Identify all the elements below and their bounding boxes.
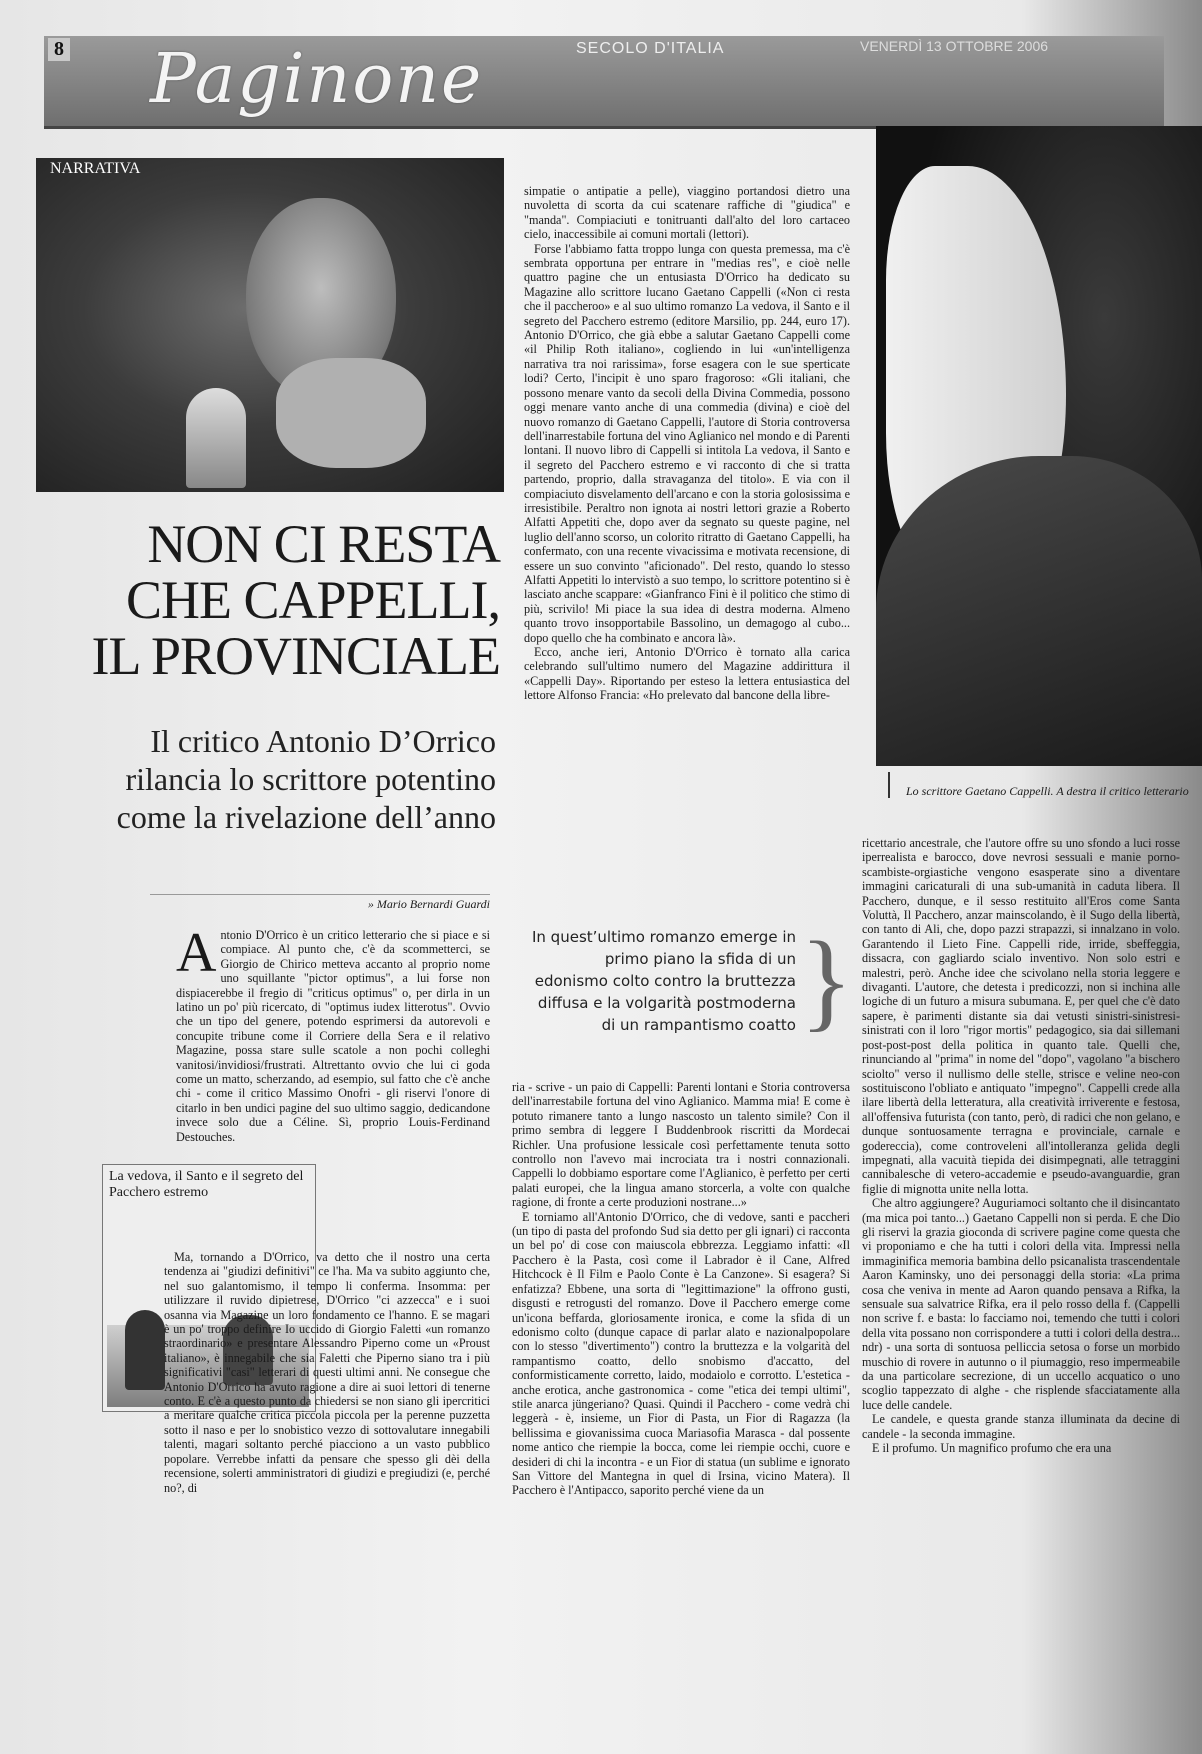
paragraph: simpatie o antipatie a pelle), viaggino portandosi dietro una nuvoletta di scorta da cui scatenare raffiche di "giudica" e "manda". Compiaciuti e tonitruanti dall'alto del loro cartaceo cielo, inaccessibile ai comuni mortali (lettori). [524,184,850,242]
paragraph: Ecco, anche ieri, Antonio D'Orrico è tornato alla carica celebrando sull'ultimo numero del Magazine addirittura il «Cappelli Day». Riportando per esteso la lettera entusiastica del lettore Alfonso Francia: «Ho prelevato dal bancone della libre- [524,645,850,703]
deck-line-1: Il critico Antonio D’Orrico [150,723,496,759]
paragraph: Che altro aggiungere? Auguriamoci soltanto che il disincantato (ma mica poi tanto...) Gaetano Cappelli non si perda. E che Dio gli riservi la grazia gioconda di scrivere pagine come questa che vi proponiamo e che ha tutti i colori della vita. Impressi nella immaginifica memoria bambina dello psicanalista trascendentale Aaron Kaminsky, uno dei personaggi della storia: «La prima cosa che veniva in mente ad Aaron quando pensava a Rifka, la sensuale sua salvatrice Rifka, era il pelo rosso della f. (Cappelli non scrive f. e basta: lo facciamo noi, temendo che tutti i colori della vita possano non corrispondere a tutti i colori della destra... ndr) - una sorta di sontuosa pelliccia setosa o forse un morbido muschio di rovere in autunno o il piumaggio, reso impermeabile da una particolare secrezione, di un uccello acquatico o uno scoglio tappezzato di alghe - che risplende sfacciatamente alla luce delle candele. [862,1196,1180,1412]
column-2-bottom [512,1080,850,1498]
header-rule [44,126,884,129]
paragraph: Ma, tornando a D'Orrico, va detto che il nostro una certa tendenza ai "giudizi definitivi" ce l'ha. Ma va subito aggiunto che, nel suo galantomismo, il tempo li conferma. Insomma: per utilizzare il ruvido dipietrese, D'Orrico "ci azzecca" e i suoi osanna via Magazine un loro fondamento ce l'hanno. E se magari è un po' troppo definire Io uccido di Giorgio Faletti «un romanzo straordinario» e presentare Alessandro Piperno come un «Proust italiano», è innegabile che sia Faletti che Piperno siano tra i più significativi "casi" letterari di questi ultimi anni. Ne consegue che Antonio D'Orrico ha avuto ragione a dire ai suoi lettori di tenerne conto. E c'è a questo punto da chiedersi se non siano gli ipercritici a meritare qualche critica piccola piccola per la perenne puzzetta sotto il naso e per lo snobistico vezzo di sottovalutare innegabili talenti, magari soltanto perché piacciono a un vasto pubblico popolare. Verrebbe infatti da pensare che spesso gli dèi della recensione, solerti amministratori di giudizi e pregiudizi (e, perché no?, di [164,1250,490,1495]
caption-bar [888,772,890,798]
column-1-bottom [164,1250,490,1495]
paragraph: E il profumo. Un magnifico profumo che era una [872,1441,1112,1456]
paragraph: ria - scrive - un paio di Cappelli: Parenti lontani e Storia controversa dell'inarrestabile fortuna del vino Aglianico. Mamma mia! E come è potuto rimanere tanto a lungo nascosto un talento simile? Con il primo sembra di leggere I Buddenbrook riscritti da Mordecai Richler. Una profusione lessicale così perfettamente tenuta sotto controllo non l'avevo mai incrociata tra i nostri connazionali. Cappelli lo dobbiamo esportare come l'Aglianico, è perfetto per certi palati europei, che la lingua amano storcerla, a volte con qualche ragione, di fronte a certe produzioni nostrane...» [512,1080,850,1210]
brace-ornament: } [800,919,853,1041]
newspaper-name: SECOLO D'ITALIA [576,40,725,57]
byline: » Mario Bernardi Guardi [150,894,490,912]
photo-caption: Lo scrittore Gaetano Cappelli. A destra il critico letterario [906,784,1189,798]
deck-line-2: rilancia lo scrittore potentino [125,761,496,797]
photo-glass [186,388,246,488]
lead-text: ntonio D'Orrico è un critico letterario che si piace e si compiace. Al punto che, c'è da scommetterci, se Giorgio de Chirico metteva accanto al proprio nome uno squillante "pictor optimus", a lui forse non dispiacerebbe il fregio di "criticus optimus" o, per dirla in un latino un po' più ricercato, di "optimus iudex litterotus". Ovvio che un tipo del genere, potendo esprimersi da autorevoli e concupite tribune come il Corriere della Sera e il relativo Magazine, possa stare sulle scatole a non pochi colleghi vanitosi/invidiosi/frustrati. Altrettanto ovvio che lui ci goda come un matto, scherzando, ad esempio, sul fatto che c'è anche chi - come il critico Massimo Onofri - gli riservi l'onore di citarlo in ben undici pagine del suo ultimo saggio, dedicandone invece solo due a Céline. Sì, proprio Louis-Ferdinand Destouches. [176,928,490,1144]
headline-line-2: CHE CAPPELLI, [125,570,500,630]
book-figure [125,1310,165,1390]
author-name: Mario Bernardi Guardi [376,897,490,911]
subheadline [20,722,496,836]
drop-cap: A [176,928,217,984]
paragraph: Le candele, e questa grande stanza illuminata da decine di candele - la seconda immagine. [862,1412,1180,1441]
column-2-top [524,184,850,703]
book-title: La vedova, il Santo e il segreto del Pacchero estremo [109,1169,304,1200]
section-logo: Paginone [150,40,484,119]
headline [30,516,500,684]
paragraph: Forse l'abbiamo fatta troppo lunga con questa premessa, ma c'è sembrata opportuna per entrare in "medias res", e cioè nelle quattro pagine che un entusiasta D'Orrico ha dedicato su Magazine allo scrittore lucano Gaetano Cappelli («Non ci resta che il paccheroo» e al suo ultimo romanzo La vedova, il Santo e il segreto del Pacchero estremo (editore Marsilio, pp. 244, euro 17). Antonio D'Orrico, che già ebbe a salutar Gaetano Cappelli come «il Philip Roth italiano», cogliendo in lui «un'intelligenza narrativa tra noi rarissima», forse esagera con le sue sperticate lodi? Certo, l'incipit è uno sparo fragoroso: «Gli italiani, che possono menare vanto da secoli della Divina Commedia, possono oggi menare vanto anche di una commedia (divina) e cioè del nuovo romanzo di Gaetano Cappelli, l'autore di Storia controversa dell'inarrestabile fortuna del vino Aglianico nel mondo e di Parenti lontani. Il nuovo libro di Cappelli si intitola La vedova, il Santo e il segreto del Pacchero estremo e vi racconto di che si tratta partendo, proprio, dalla stravaganza del titolo». E via con il compiaciuto disvelamento dell'arcano e con la storia golosissima e irresistibile. Peraltro non ignota ai nostri lettori grazie a Roberto Alfatti Appetiti che, dopo aver da segnato su queste pagine, nel luglio dell'anno scorso, un colorito ritratto di Gaetano Cappelli, ha confermato, con una recente vivacissima e motivata recensione, di essere un suo convinto "aficionado". Del resto, quando lo stesso Alfatti Appetiti lo intervistò a suo tempo, lo scrittore potentino si è lasciato anche scappare: «Gianfranco Fini è il politico che stimo di più, scrivilo! Mi piace la sua idea di destra moderna. Almeno quanto trovo insopportabile Bassolino, un demagogo al cubo... dopo quello che ha combinato e ancora là». [524,241,850,645]
section-kicker: NARRATIVA [50,160,141,177]
photo-figure [876,456,1202,766]
paragraph [176,928,490,1144]
headline-line-3: IL PROVINCIALE [91,626,500,686]
headline-line-1: NON CI RESTA [147,514,500,574]
issue-date: VENERDÌ 13 OTTOBRE 2006 [860,38,1049,54]
deck-line-3: come la rivelazione dell’anno [116,799,496,835]
column-1-top [176,928,490,1144]
paragraph: E torniamo all'Antonio D'Orrico, che di vedove, santi e paccheri (un tipo di pasta del profondo Sud sia detto per gli ignari) ci racconta un bel po' di cose con maiuscola ebbrezza. Leggiamo infatti: «Il Pacchero è la Pasta, così come il Labrador è il Cane, Alfred Hitchcock è Il Film e Paolo Conte è La Canzone». Si esagera? Si enfatizza? Ebbene, una sorta di "legittimazione" la offrono gusti, disgusti e retrogusti del romanzo. Dove il Pacchero emerge come un'icona beffarda, gloriosamente ironica, e come la sfida di un edonismo colto (dunque capace di parlar alato e nazionalpopolare con lo stesso "divertimento") contro la bruttezza e la volgarità del rampantismo coatto, dello snobismo d'accatto, del conformisticamente corretto, laido, modaiolo e corrotto. L'estetica - anche erotica, anche gastronomica - come "etica dei tempi ultimi", stile anarca jüngeriano? Quasi. Quindi il Pacchero - come vedrà chi leggerà - è, insieme, un Fior di Pasta, un Fior di Ragazza (la bellissima e giovanissima cuoca Mariasofia Marasca - dal possente nome antico che riempie la bocca, come lei riempie occhi, cuore e desideri di chi la incontra - e un Fior di statua (un sublime e ignorato San Vittore del Mantegna in quel di Irsina, vicino Matera). Il Pacchero è l'Antipacco, saporito perché viene da un [512,1209,850,1498]
paragraph: ricettario ancestrale, che l'autore offre su uno sfondo a luci rosse iperrealista e barocco, dove nevrosi sessuali e manie porno-scambiste-orgiastiche vengono esasperate sino a diventare immagini caricaturali di una sub-umanità in caduta libera. Il Pacchero, dunque, e il sesso restituito all'Eros come Santa Voluttà, Il Pacchero, anzar mainscolando, è il Sugo della libertà, con tanto di Ali, che, dopo pazzi strapazzi, si innalzano in volo. Garantendo il Lieto Fine. Cappelli ride, irride, sbeffeggia, dissacra, con gagliardo scialo inventivo. Non solo estri e malestri, però. Anche idee che scivolano nella storia leggere e divaganti. L'autore, che detesta i predicozzi, non si inchina alle logiche di un futuro a misura subumana. E, per quel che c'è dato sapere, è parimenti distante sia dai vetusti sinistri-sinistresi-sinistrati con il loro "rigor mortis" pedagogico, sia dai sillemani post-post-post della politica in quanto tale. Quelli che, rinunciando al "prima" in nome del "dopo", vagolano "a bischero sciolto" verso il nullismo delle stelle, strisce e veline neo-con sostituiscono l'obliato e antiquato "impegno". Cappelli crede alla ilare libertà della letteratura, alla creatività irriverente e festosa, all'offensiva futurista (con tanto, però, di radici che non gelano, e dunque sontuosamente terragna e provinciale, carnale e godereccia), come controveleni all'intolleranza gelida degli impegnati, alla vacuità tiepida dei disimpegnati, alle tetraggini cannibalesche di vetero-accademie e pseudo-avanguardie, gran figlie di mignotta unite nella lotta. [862,836,1180,1196]
page-number: 8 [48,38,70,61]
critic-photo [876,126,1202,766]
photo-hand [276,358,426,468]
pull-quote: In quest’ultimo romanzo emerge in primo piano la sfida di un edonismo colto contro la bruttezza diffusa e la volgarità postmoderna di un rampantismo coatto [531,928,796,1034]
column-3 [862,836,1180,1455]
author-photo [36,158,504,492]
